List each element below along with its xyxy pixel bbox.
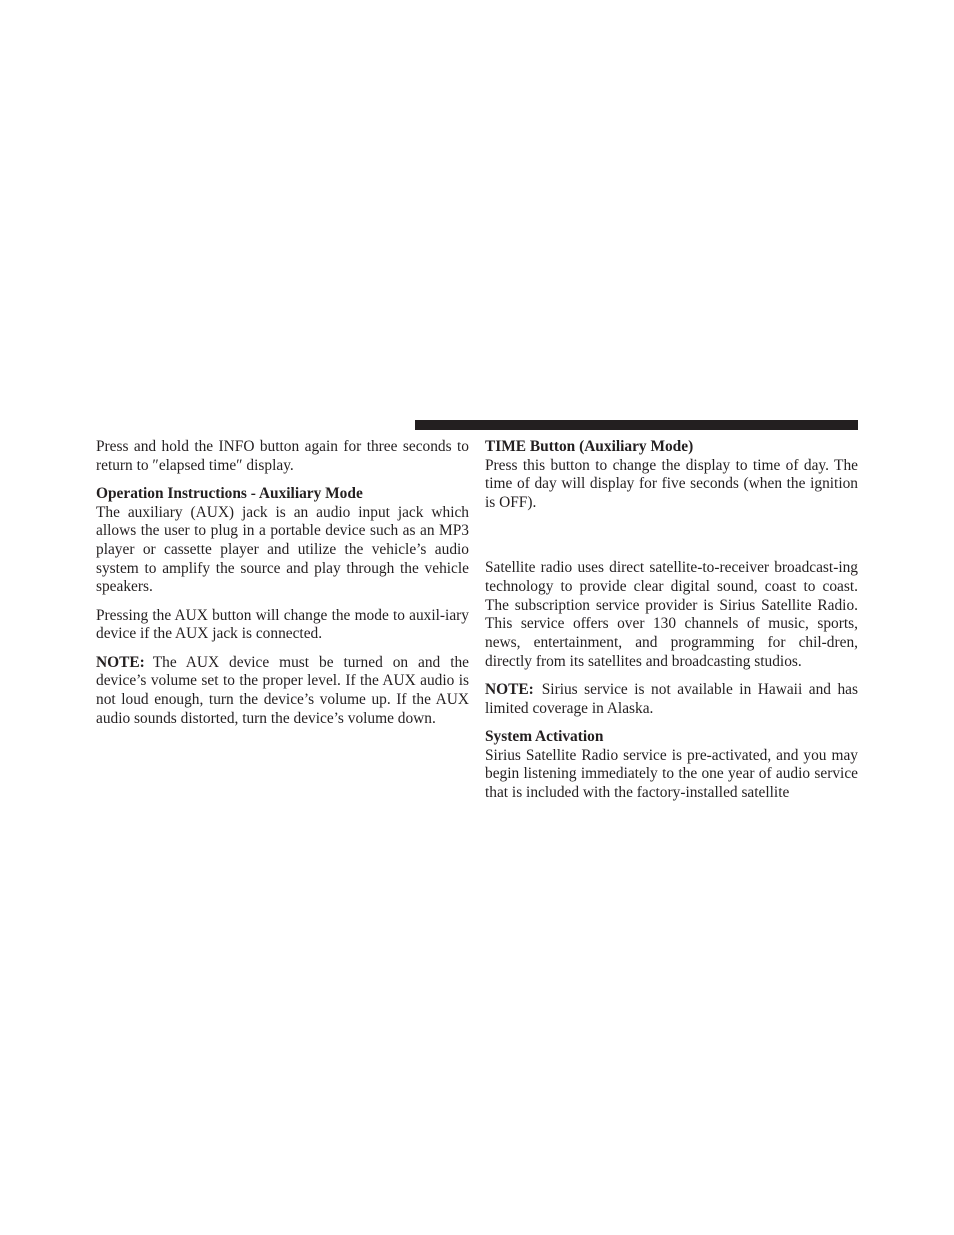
system-activation-heading: System Activation [485,727,604,745]
aux-button-paragraph: Pressing the AUX button will change the mode to auxil-iary device if the AUX jack is connected. [96,606,469,643]
left-column [96,438,469,738]
section-header-bar [415,420,858,430]
section-spacer [485,522,858,559]
satellite-radio-paragraph: Satellite radio uses direct satellite-to-receiver broadcast-ing technology to provide clear digital sound, coast to coast. The subscription service provider is Sirius Satellite Radio. This service offers over 130 channels of music, sports, news, entertainment, and programming for chil-dren, directly from its satellites and broadcasting studios. [485,559,858,670]
operation-instructions-heading: Operation Instructions - Auxiliary Mode [96,484,363,502]
right-column [485,438,858,812]
info-button-paragraph: Press and hold the INFO button again for three seconds to return to ″elapsed time″ display. [96,438,469,474]
aux-jack-paragraph: The auxiliary (AUX) jack is an audio input jack which allows the user to plug in a portable device such as an MP3 player or cassette player and utilize the vehicle’s audio system to amplify the source and play through the vehicle speakers. [96,503,469,596]
system-activation-paragraph: Sirius Satellite Radio service is pre-activated, and you may begin listening immediately to the one year of audio service that is included with the factory-installed satellite [485,746,858,802]
note-text: Sirius service is not available in Hawaii and has limited coverage in Alaska. [485,681,858,717]
aux-note-paragraph [96,654,469,729]
sirius-note-paragraph [485,681,858,718]
note-text: The AUX device must be turned on and the device’s volume set to the proper level. If the AUX audio is not loud enough, turn the device’s volume up. If the AUX audio sounds distorted, turn the device’s volume down. [96,653,469,727]
time-button-heading: TIME Button (Auxiliary Mode) [485,438,694,455]
time-button-paragraph: Press this button to change the display to time of day. The time of day will display for five seconds (when the ignition is OFF). [485,456,858,512]
note-label: NOTE: [96,653,145,671]
note-label: NOTE: [485,681,534,699]
